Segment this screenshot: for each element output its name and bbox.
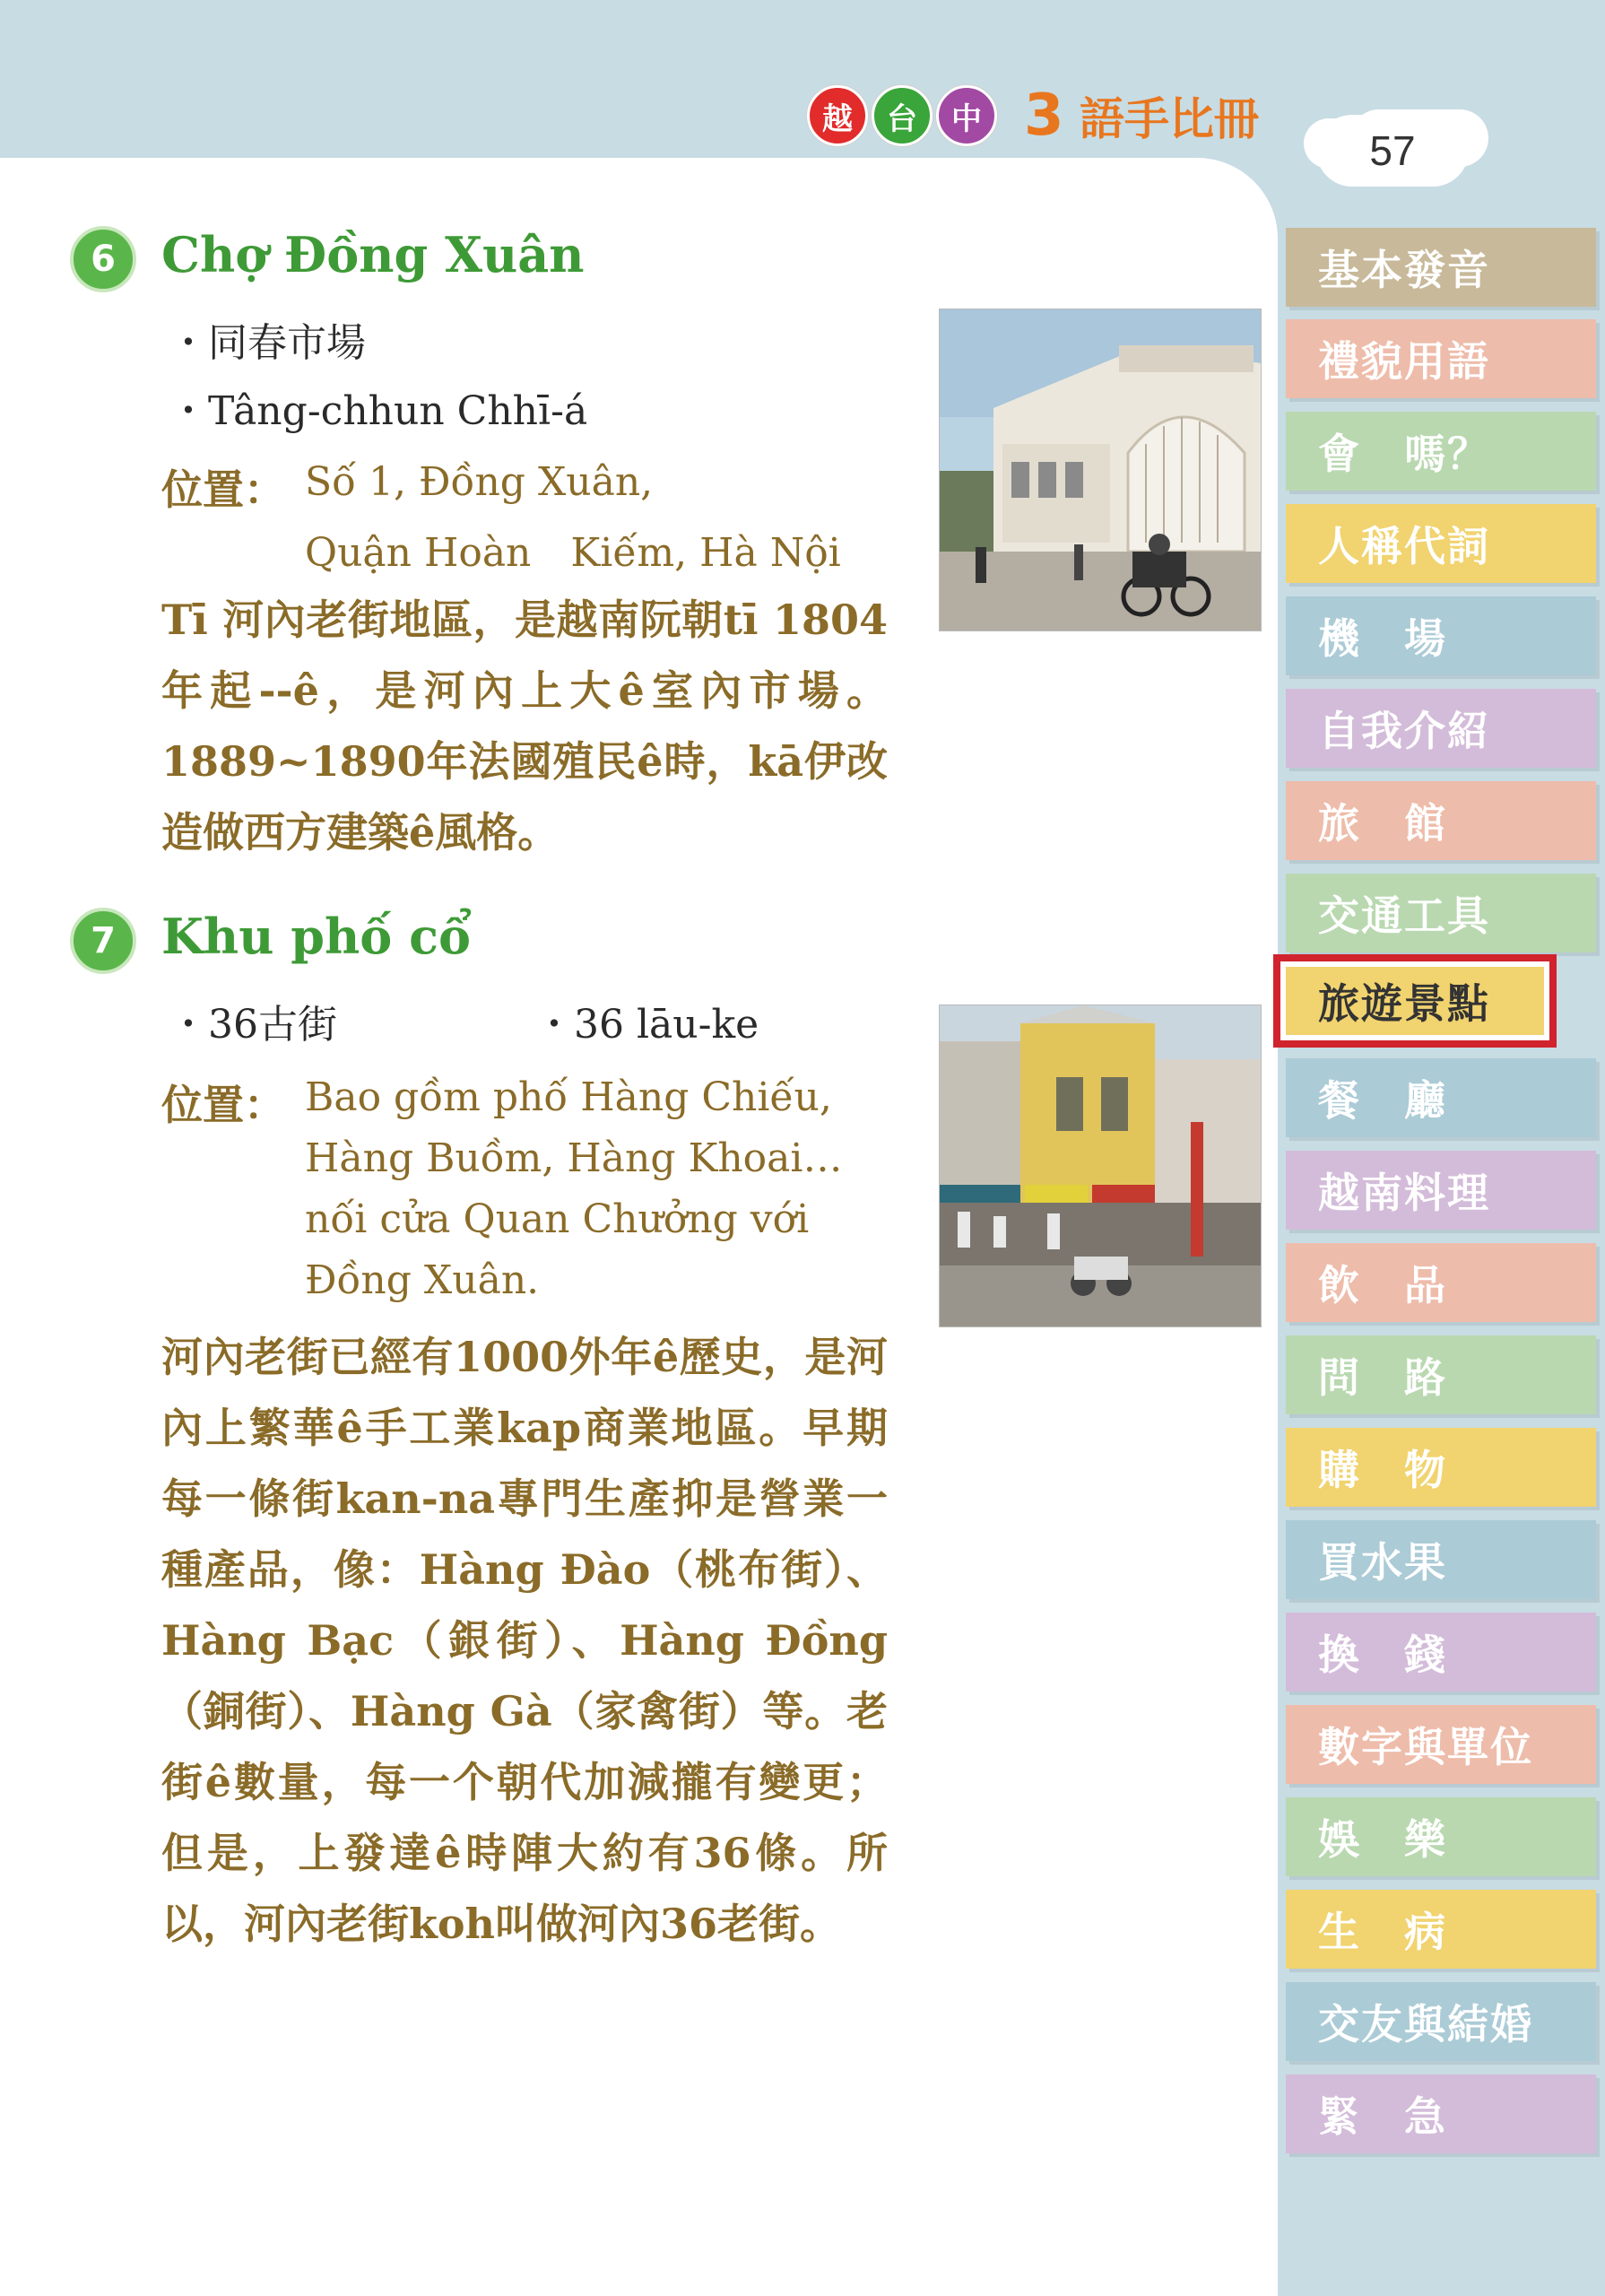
section-6-location-line-1: Số 1, Đồng Xuân, <box>305 459 654 505</box>
tab-tourist-attractions[interactable]: 旅遊景點 <box>1280 961 1549 1040</box>
section-7-location-line-2: Hàng Buồm, Hàng Khoai… <box>305 1135 843 1181</box>
circle-vietnam: 越 <box>807 85 868 146</box>
section-6-number-badge: 6 <box>70 226 136 292</box>
section-6-title: Chợ Đồng Xuân <box>161 226 585 283</box>
tab-buying-fruit[interactable]: 買水果 <box>1286 1520 1596 1599</box>
section-7-number-badge: 7 <box>70 908 136 974</box>
section-7-bullet-romanized: ・36 lāu-ke <box>534 1002 759 1048</box>
section-7-location-label: 位置： <box>161 1081 285 1129</box>
section-7-location-line-3: nối cửa Quan Chưởng với <box>305 1196 810 1242</box>
tab-shopping[interactable]: 購 物 <box>1286 1428 1596 1507</box>
tab-transportation[interactable]: 交通工具 <box>1286 874 1596 952</box>
tab-illness[interactable]: 生 病 <box>1286 1890 1596 1969</box>
tab-numbers-units[interactable]: 數字與單位 <box>1286 1705 1596 1784</box>
series-name: 語手比冊 <box>1079 93 1259 145</box>
tab-polite-expressions[interactable]: 禮貌用語 <box>1286 319 1596 398</box>
market-building-illustration <box>940 309 1261 631</box>
section-7-paragraph: 河內老街已經有1000外年ê歷史，是河內上繁華ê手工業kap商業地區。早期每一條街kan-na專門生產抑是營業一種產品，像：Hàng Đào（桃布街）、Hàng Bạc（銀街）、Hàng Đồng（銅街）、Hàng Gà（家禽街）等。老街ê數量，每一个朝代加減攏有變更；但是，上發達ê時陣大約有36條。所以，河內老街koh叫做河內36老街。 <box>161 1333 888 1948</box>
section-7-bullet-chinese: ・36古街 <box>169 1002 337 1048</box>
section-7-location-line-1: Bao gồm phố Hàng Chiếu, <box>305 1074 832 1120</box>
tab-self-introduction[interactable]: 自我介紹 <box>1286 689 1596 768</box>
tab-entertainment[interactable]: 娛 樂 <box>1286 1797 1596 1876</box>
section-7-title: Khu phố cổ <box>161 908 471 965</box>
series-logo <box>807 83 1259 149</box>
section-6-paragraph: Tī 河內老街地區，是越南阮朝tī 1804年起--ê，是河內上大ê室內市場。1889~1890年法國殖民ê時，kā伊改造做西方建築ê風格。 <box>161 596 888 857</box>
dong-xuan-market-photo <box>939 309 1262 631</box>
circle-taiwan: 台 <box>872 85 933 146</box>
circle-chinese: 中 <box>936 85 997 146</box>
section-6-location-label: 位置： <box>161 465 285 514</box>
page-number: 57 <box>1369 127 1416 174</box>
tab-can-you[interactable]: 會 嗎？ <box>1286 412 1596 491</box>
tab-asking-directions[interactable]: 問 路 <box>1286 1335 1596 1414</box>
tab-pronouns[interactable]: 人稱代詞 <box>1286 504 1596 583</box>
street-illustration <box>940 1005 1261 1326</box>
section-6-location-line-2: Quận Hoàn Kiếm, Hà Nội <box>305 530 841 576</box>
series-title <box>1024 83 1259 149</box>
old-quarter-street-photo <box>939 1004 1262 1327</box>
tab-hotel[interactable]: 旅 館 <box>1286 781 1596 860</box>
tab-basic-pronunciation[interactable]: 基本發音 <box>1286 228 1596 307</box>
page-number-cloud <box>1316 115 1469 187</box>
series-number: 3 <box>1024 83 1064 149</box>
section-6-bullet-chinese: ・同春市場 <box>169 320 366 366</box>
section-7-location-line-4: Đồng Xuân. <box>305 1257 540 1303</box>
tab-vietnamese-cuisine[interactable]: 越南料理 <box>1286 1151 1596 1230</box>
tab-emergency[interactable]: 緊 急 <box>1286 2074 1596 2153</box>
tab-airport[interactable]: 機 場 <box>1286 596 1596 675</box>
tab-drinks[interactable]: 飲 品 <box>1286 1243 1596 1322</box>
tab-currency-exchange[interactable]: 換 錢 <box>1286 1613 1596 1692</box>
tab-restaurant[interactable]: 餐 廳 <box>1286 1058 1596 1137</box>
tab-friendship-marriage[interactable]: 交友與結婚 <box>1286 1982 1596 2061</box>
section-6-bullet-romanized: ・Tâng-chhun Chhī-á <box>169 388 588 434</box>
